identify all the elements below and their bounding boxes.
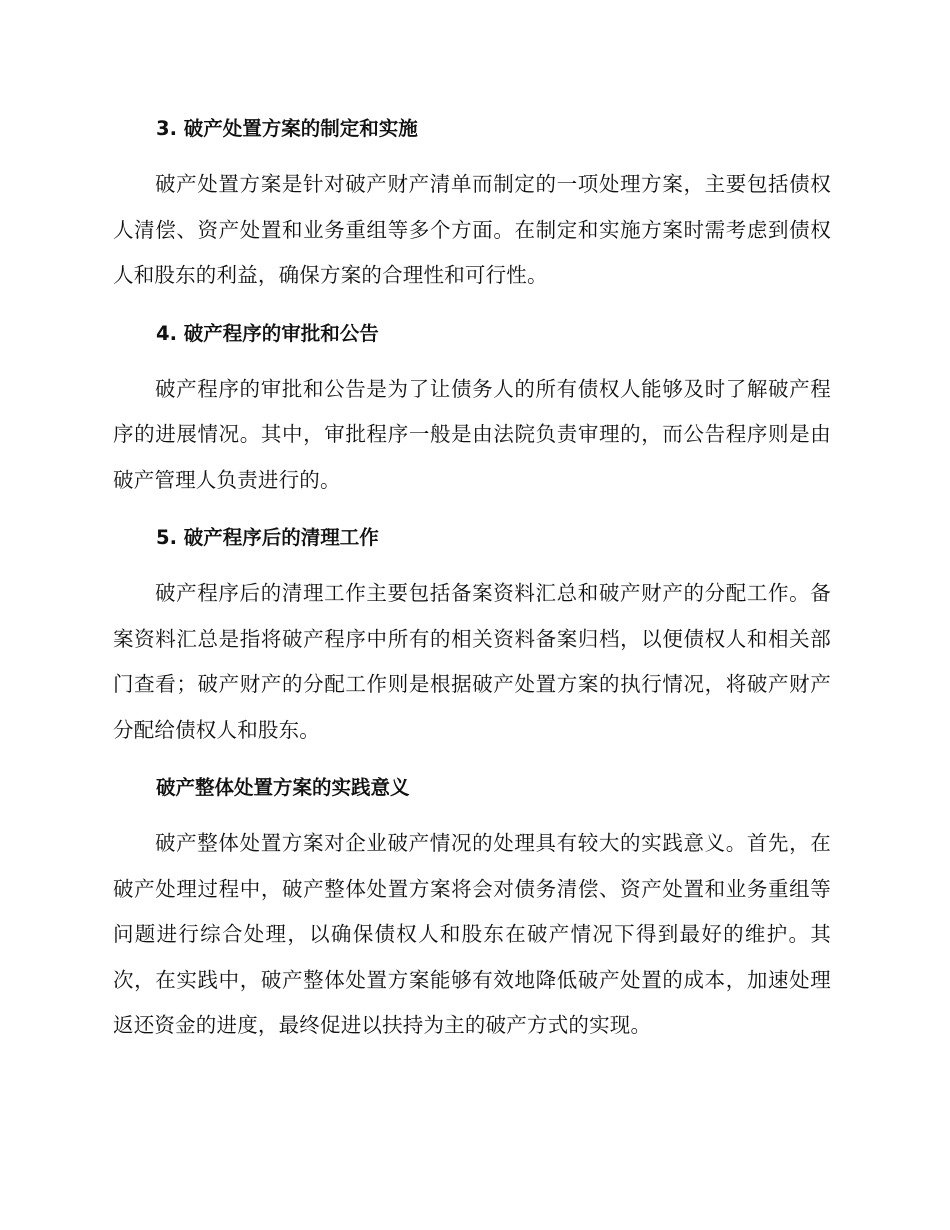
section-paragraph: 破产整体处置方案对企业破产情况的处理具有较大的实践意义。首先，在破产处理过程中，破产整体处置方案将会对债务清偿、资产处置和业务重组等问题进行综合处理，以确保债权人和股东在破产情况下得到最好的维护。其次，在实践中，破产整体处置方案能够有效地降低破产处置的成本，加速处理返还资金的进度，最终促进以扶持为主的破产方式的实现。 xyxy=(113,831,831,1037)
section-heading: 3. 破产处置方案的制定和实施 xyxy=(156,117,418,140)
section-practical-significance xyxy=(113,765,831,1049)
section-heading: 破产整体处置方案的实践意义 xyxy=(156,776,410,799)
section-3 xyxy=(113,106,831,311)
section-paragraph: 破产程序后的清理工作主要包括备案资料汇总和破产财产的分配工作。备案资料汇总是指将破产程序中所有的相关资料备案归档，以便债权人和相关部门查看；破产财产的分配工作则是根据破产处置方案的执行情况，将破产财产分配给债权人和股东。 xyxy=(113,581,831,742)
section-4 xyxy=(113,311,831,516)
section-heading: 5. 破产程序后的清理工作 xyxy=(156,526,379,549)
section-heading: 4. 破产程序的审批和公告 xyxy=(156,321,379,345)
section-5 xyxy=(113,515,831,765)
section-paragraph: 破产程序的审批和公告是为了让债务人的所有债权人能够及时了解破产程序的进展情况。其中，审批程序一般是由法院负责审理的，而公告程序则是由破产管理人负责进行的。 xyxy=(113,376,831,492)
section-paragraph: 破产处置方案是针对破产财产清单而制定的一项处理方案，主要包括债权人清偿、资产处置和业务重组等多个方面。在制定和实施方案时需考虑到债权人和股东的利益，确保方案的合理性和可行性。 xyxy=(113,172,831,287)
document-body xyxy=(113,106,831,1049)
